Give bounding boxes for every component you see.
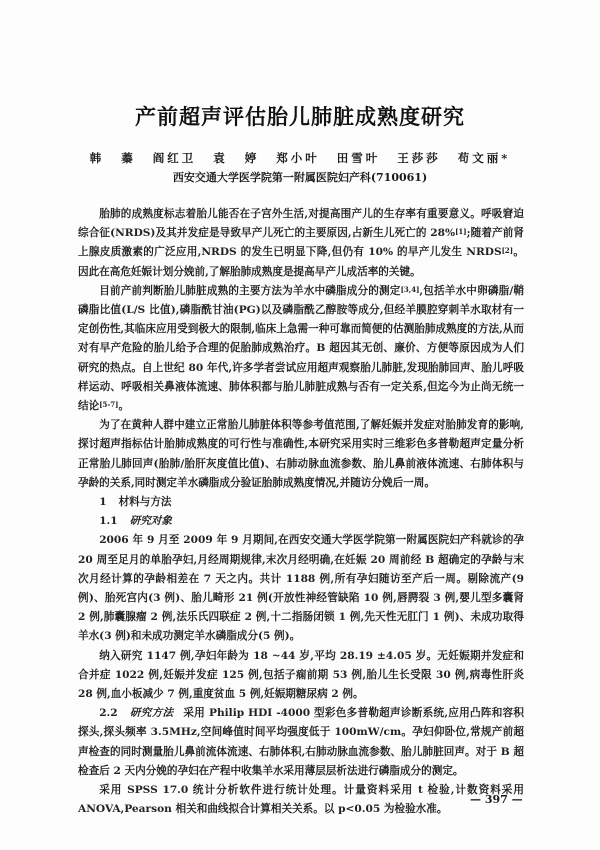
citation: [5-7]	[99, 400, 119, 410]
affiliation: 西安交通大学医学院第一附属医院妇产科(710061)	[172, 171, 428, 184]
paragraph-subjects: 2006 年 9 月至 2009 年 9 月期间,在西安交通大学医学院第一附属医院妇产科就诊的孕 20 周至足月的单胎孕妇,月经周期规律,末次月经明确,在妊娠 20 周前经 B 超确定的孕龄与末次月经计算的孕龄相差在 7 天之内。共计 1188 例,所有孕妇随访至产后一周。剔除流产(9 例)、胎死宫内(3 例)、胎儿畸形 21 例(开放性神经管缺陷 10 例,唇腭裂 3 例,婴儿型多囊肾 2 例,肺囊腺瘤 2 例,法乐氏四联症 2 例,十二指肠闭锁 1 例,先天性无肛门 1 例)、未成功取得羊水(3 例)和未成功测定羊水磷脂成分(5 例)。	[78, 534, 524, 643]
paragraph-stats: 采用 SPSS 17.0 统计分析软件进行统计处理。计量资料采用 t 检验,计数资料采用 ANOVA,Pearson 相关和曲线拟合计算相关关系。以 p<0.05 为检验水准。	[78, 784, 524, 816]
paragraph-included: 纳入研究 1147 例,孕妇年龄为 18 ~44 岁,平均 28.19 ±4.05 岁。无妊娠期并发症和合并症 1022 例,妊娠并发症 125 例,包括子痫前期 53 例,胎儿生长受限 30 例,病毒性肝炎 28 例,血小板减少 7 例,重度贫血 5 例,妊娠期糖尿病 2 例。	[78, 649, 524, 701]
citation: [1]	[455, 227, 467, 237]
paragraph-intro-2: 目前产前判断胎儿肺脏成熟的主要方法为羊水中磷脂成分的测定[3,4],包括羊水中卵磷脂/鞘磷脂比值(L/S 比值),磷脂酰甘油(PG)以及磷脂酰乙醇胺等成分,但经羊膜腔穿刺羊水取材有一定创伤性,其临床应用受到极大的限制,临床上急需一种可靠而简便的估测胎肺成熟度的方法,从而对有早产危险的胎儿给予合理的促胎肺成熟治疗。B 超因其无创、廉价、方便等原因成为人们研究的热点。自上世纪 80 年代,许多学者尝试应用超声观察胎儿肺脏,发现胎肺回声、胎儿呼吸样运动、呼吸相关鼻液体流速、肺体积都与胎儿肺脏成熟与否有一定关系,但迄今为止尚无统一结论[5-7]。	[78, 284, 524, 413]
paragraph-intro-1: 胎肺的成熟度标志着胎儿能否在子宫外生活,对提高围产儿的生存率有重要意义。呼吸窘迫综合征(NRDS)及其并发症是导致早产儿死亡的主要原因,占新生儿死亡的 28%[1];随着产前肾上腺皮质激素的广泛应用,NRDS 的发生已明显下降,但仍有 10% 的早产儿发生 NRDS[2]。因此在高危妊娠计划分娩前,了解胎肺成熟度是提高早产儿成活率的关键。	[78, 208, 525, 278]
citation: [3,4]	[400, 284, 420, 294]
section-heading-1-1: 1.1 研究对象	[99, 515, 172, 528]
section-heading-1: 1 材料与方法	[99, 496, 172, 509]
paragraph-intro-3: 为了在黄种人群中建立正常胎儿肺脏体积等参考值范围,了解妊娠并发症对胎肺发育的影响,探讨超声指标估计胎肺成熟度的可行性与准确性,本研究采用实时三维彩色多普勒超声定量分析正常胎儿肺回声(胎肺/胎肝灰度值比值)、右肺动脉血流参数、胎儿鼻前液体流速、右肺体积与孕龄的关系,同时测定羊水磷脂成分验证胎肺成熟度情况,并随访分娩后一周。	[78, 419, 524, 489]
article-body	[78, 205, 524, 820]
page-number: — 397 —	[470, 793, 523, 806]
section-number-2-2: 2.2	[99, 707, 118, 720]
citation: [2]	[501, 246, 514, 256]
section-heading-2-2: 研究方法	[129, 707, 174, 720]
paper-title: 产前超声评估胎儿肺脏成熟度研究	[135, 104, 465, 129]
paragraph-methods: 2.2 研究方法 采用 Philip HDI -4000 型彩色多普勒超声诊断系统,应用凸阵和容积探头,探头频率 3.5MHz,空间峰值时间平均强度低于 100mW/cm。孕妇仰卧位,常规产前超声检查的同时测量胎儿鼻前流体流速、右肺体积,右肺动脉血流参数、胎儿肺脏回声。对于 B 超检查后 2 天内分娩的孕妇在产程中收集羊水采用薄层层析法进行磷脂成分的测定。	[78, 707, 525, 777]
author-list: 韩 蓁 阎红卫 袁 婷 郑小叶 田雪叶 王莎莎 苟文丽*	[89, 151, 511, 165]
